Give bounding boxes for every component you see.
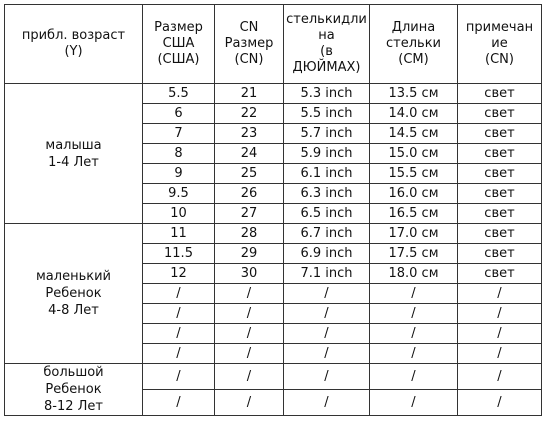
cell-insole-cm: 15.5 см — [370, 164, 458, 184]
cell-insole-inch: / — [284, 284, 370, 304]
cell-cn-size: / — [215, 284, 284, 304]
size-table — [4, 4, 542, 416]
cell-note: свет — [458, 184, 542, 204]
cell-cn-size: 30 — [215, 264, 284, 284]
cell-insole-inch: 6.3 inch — [284, 184, 370, 204]
cell-cn-size: 24 — [215, 144, 284, 164]
cell-insole-inch: / — [284, 390, 370, 416]
header-row — [5, 5, 542, 84]
cell-us-size: 11.5 — [143, 244, 215, 264]
cell-cn-size: / — [215, 364, 284, 390]
cell-note: свет — [458, 144, 542, 164]
cell-cn-size: 25 — [215, 164, 284, 184]
cell-insole-inch: / — [284, 304, 370, 324]
cell-insole-cm: / — [370, 390, 458, 416]
table-row — [5, 364, 542, 390]
cell-us-size: 12 — [143, 264, 215, 284]
cell-insole-cm: 14.0 см — [370, 104, 458, 124]
cell-insole-inch: 5.5 inch — [284, 104, 370, 124]
header-cn-size: CN Размер (CN) — [215, 5, 284, 84]
cell-insole-inch: 5.9 inch — [284, 144, 370, 164]
header-insole-cm: Длина стельки (СМ) — [370, 5, 458, 84]
cell-insole-cm: 17.0 см — [370, 224, 458, 244]
cell-cn-size: / — [215, 390, 284, 416]
cell-note: / — [458, 324, 542, 344]
cell-us-size: 9 — [143, 164, 215, 184]
age-group-label: малыша 1-4 Лет — [5, 84, 143, 224]
cell-insole-cm: 16.0 см — [370, 184, 458, 204]
cell-us-size: 8 — [143, 144, 215, 164]
cell-us-size: / — [143, 344, 215, 364]
cell-cn-size: 29 — [215, 244, 284, 264]
cell-note: свет — [458, 204, 542, 224]
cell-insole-inch: 6.7 inch — [284, 224, 370, 244]
cell-note: / — [458, 390, 542, 416]
cell-insole-cm: 15.0 см — [370, 144, 458, 164]
cell-us-size: 10 — [143, 204, 215, 224]
cell-note: свет — [458, 104, 542, 124]
header-note: примечан ие (CN) — [458, 5, 542, 84]
header-insole-inch: стелькидли на (в ДЮЙМАХ) — [284, 5, 370, 84]
cell-us-size: / — [143, 364, 215, 390]
cell-insole-cm: 14.5 см — [370, 124, 458, 144]
cell-cn-size: / — [215, 324, 284, 344]
cell-note: свет — [458, 264, 542, 284]
cell-us-size: / — [143, 304, 215, 324]
cell-us-size: 7 — [143, 124, 215, 144]
cell-insole-cm: / — [370, 364, 458, 390]
cell-us-size: 6 — [143, 104, 215, 124]
cell-insole-cm: 18.0 см — [370, 264, 458, 284]
cell-insole-inch: 6.1 inch — [284, 164, 370, 184]
cell-insole-inch: / — [284, 364, 370, 390]
cell-us-size: / — [143, 324, 215, 344]
cell-us-size: / — [143, 390, 215, 416]
cell-note: свет — [458, 244, 542, 264]
cell-insole-inch: 5.3 inch — [284, 84, 370, 104]
cell-cn-size: 28 — [215, 224, 284, 244]
cell-insole-inch: 5.7 inch — [284, 124, 370, 144]
cell-us-size: 5.5 — [143, 84, 215, 104]
cell-note: / — [458, 304, 542, 324]
table-row — [5, 84, 542, 104]
cell-note: свет — [458, 224, 542, 244]
cell-insole-cm: 16.5 см — [370, 204, 458, 224]
cell-insole-cm: / — [370, 304, 458, 324]
cell-cn-size: 21 — [215, 84, 284, 104]
cell-cn-size: / — [215, 344, 284, 364]
cell-insole-inch: / — [284, 324, 370, 344]
cell-note: / — [458, 284, 542, 304]
cell-note: свет — [458, 84, 542, 104]
age-group-label: большой Ребенок 8-12 Лет — [5, 364, 143, 416]
cell-cn-size: / — [215, 304, 284, 324]
header-age: прибл. возраст (Y) — [5, 5, 143, 84]
cell-insole-cm: 13.5 см — [370, 84, 458, 104]
cell-insole-inch: 7.1 inch — [284, 264, 370, 284]
cell-note: / — [458, 364, 542, 390]
cell-insole-inch: / — [284, 344, 370, 364]
cell-insole-cm: 17.5 см — [370, 244, 458, 264]
age-group-label: маленький Ребенок 4-8 Лет — [5, 224, 143, 364]
header-us-size: Размер США (США) — [143, 5, 215, 84]
cell-cn-size: 26 — [215, 184, 284, 204]
cell-us-size: 9.5 — [143, 184, 215, 204]
cell-insole-cm: / — [370, 344, 458, 364]
cell-note: / — [458, 344, 542, 364]
cell-insole-cm: / — [370, 284, 458, 304]
cell-us-size: / — [143, 284, 215, 304]
cell-insole-cm: / — [370, 324, 458, 344]
cell-note: свет — [458, 164, 542, 184]
cell-note: свет — [458, 124, 542, 144]
cell-cn-size: 23 — [215, 124, 284, 144]
size-chart — [4, 4, 542, 416]
table-row — [5, 224, 542, 244]
table-body — [5, 84, 542, 416]
cell-cn-size: 27 — [215, 204, 284, 224]
cell-us-size: 11 — [143, 224, 215, 244]
cell-cn-size: 22 — [215, 104, 284, 124]
cell-insole-inch: 6.9 inch — [284, 244, 370, 264]
cell-insole-inch: 6.5 inch — [284, 204, 370, 224]
